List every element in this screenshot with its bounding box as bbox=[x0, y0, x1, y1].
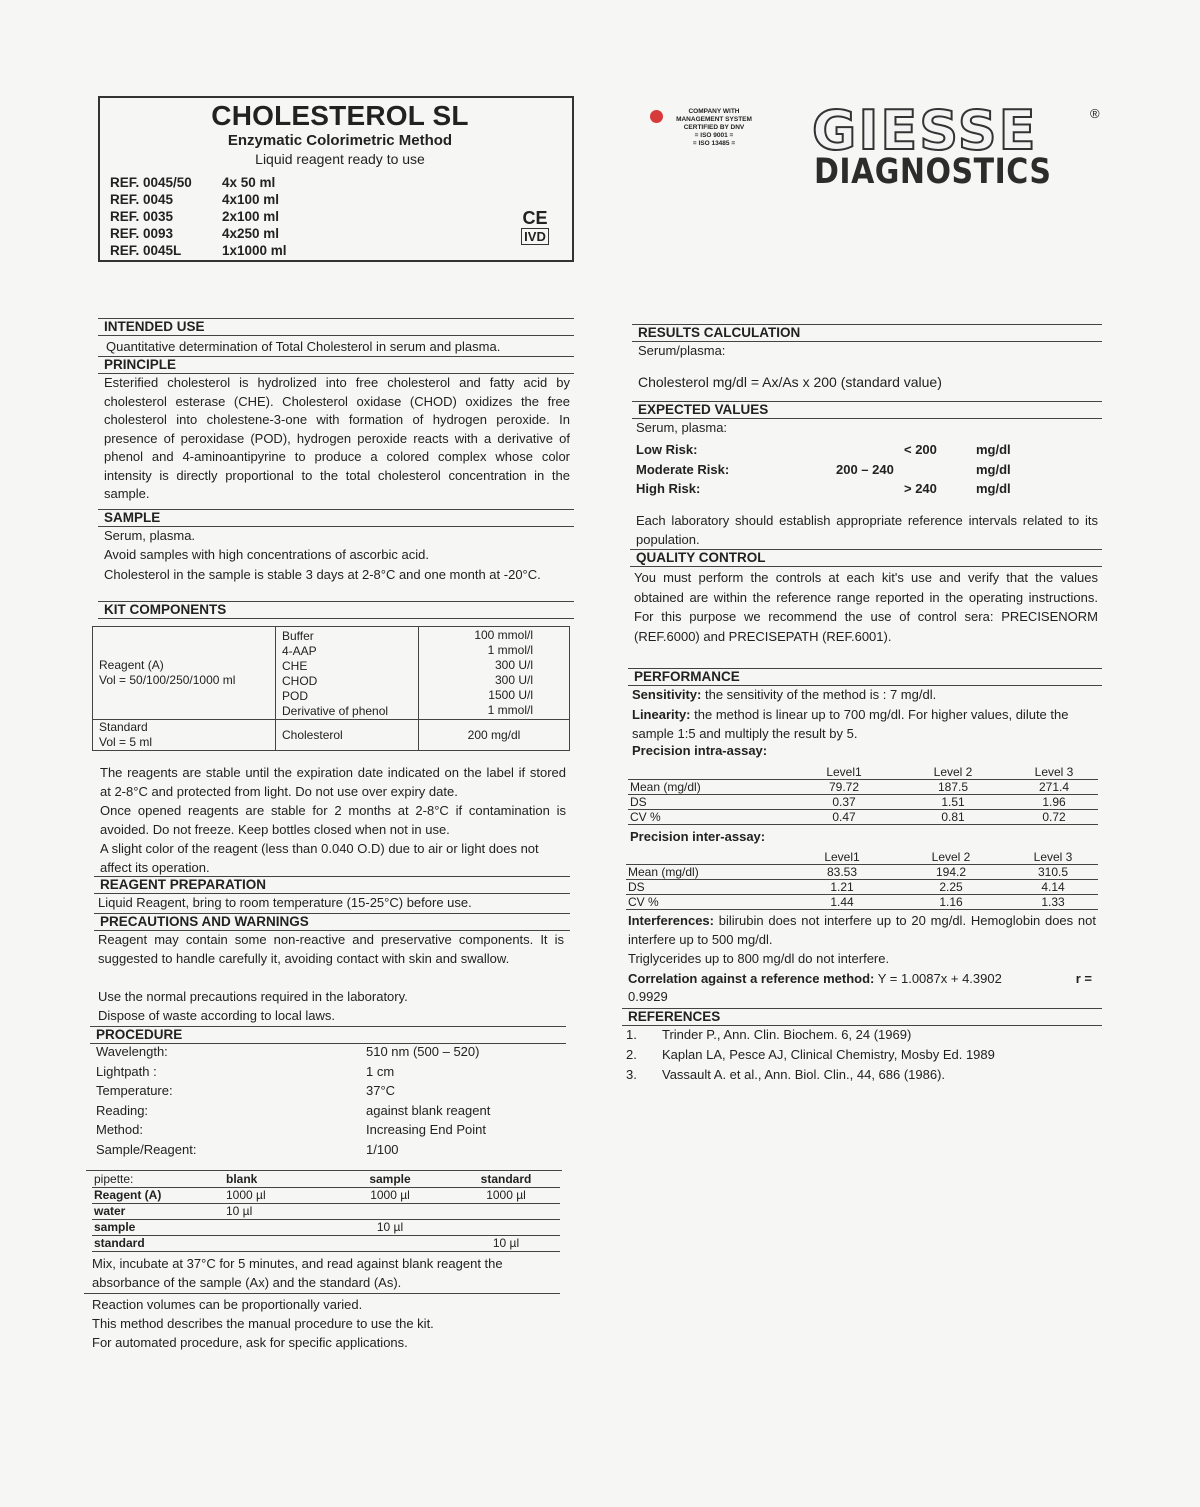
param-label: Lightpath : bbox=[96, 1063, 157, 1079]
triglycerides-text: Triglycerides up to 800 mg/dl do not interfere. bbox=[628, 951, 890, 966]
reagent-volume: Vol = 50/100/250/1000 ml bbox=[99, 673, 236, 687]
param-row bbox=[96, 1103, 536, 1123]
list-item bbox=[626, 1047, 1096, 1067]
risk-range: 200 – 240 bbox=[836, 461, 894, 477]
ref-size: 1x1000 ml bbox=[222, 243, 287, 258]
table-header: Level 2 bbox=[931, 850, 971, 864]
table-row bbox=[628, 780, 1098, 795]
precision-inter-label: Precision inter-assay: bbox=[630, 829, 766, 844]
param-label: Temperature: bbox=[96, 1083, 173, 1098]
table-cell bbox=[452, 1220, 560, 1236]
method-subtitle: Enzymatic Colorimetric Method bbox=[227, 132, 453, 149]
reagent-note: Liquid reagent ready to use bbox=[255, 151, 425, 167]
precision-intra-table bbox=[628, 765, 1098, 825]
table-cell: 194.2 bbox=[935, 865, 967, 879]
kit-components-heading: KIT COMPONENTS bbox=[98, 601, 574, 619]
table-row bbox=[93, 720, 570, 751]
title-box bbox=[98, 96, 574, 262]
table-cell: water bbox=[94, 1204, 126, 1218]
ref-size: 2x100 ml bbox=[222, 209, 280, 224]
component-name: CHE bbox=[282, 659, 308, 673]
reference-text: Kaplan LA, Pesce AJ, Clinical Chemistry, Mosby Ed. 1989 bbox=[662, 1047, 995, 1062]
risk-label: High Risk: bbox=[636, 481, 701, 496]
reference-number: 1. bbox=[626, 1027, 637, 1042]
component-name: CHOD bbox=[282, 674, 318, 688]
table-header: standard bbox=[480, 1172, 532, 1186]
table-cell: 2.25 bbox=[939, 880, 963, 894]
sample-line1: Serum, plasma. bbox=[104, 528, 196, 543]
param-value: 37°C bbox=[366, 1083, 396, 1098]
ce-mark: CE bbox=[522, 208, 548, 228]
interferences-line bbox=[628, 912, 1096, 949]
risk-unit: mg/dl bbox=[976, 442, 1011, 457]
linearity-text: the method is linear up to 700 mg/dl. For higher values, dilute the sample 1:5 and multiply the result by 5. bbox=[632, 707, 1069, 741]
table-cell: 310.5 bbox=[1037, 865, 1069, 879]
performance-heading: PERFORMANCE bbox=[628, 668, 1102, 686]
ref-code: REF. 0045L bbox=[110, 243, 182, 258]
ref-code: REF. 0045/50 bbox=[110, 175, 192, 190]
component-name: POD bbox=[282, 689, 309, 703]
correlation-label: Correlation against a reference method: bbox=[628, 971, 875, 986]
ref-size: 4x 50 ml bbox=[222, 175, 276, 190]
ref-row bbox=[110, 242, 287, 259]
risk-row bbox=[636, 462, 1096, 482]
logo-bottom-text: DIAGNOSTICS bbox=[814, 152, 1052, 193]
precautions-heading: PRECAUTIONS AND WARNINGS bbox=[94, 913, 570, 931]
table-header: sample bbox=[369, 1172, 411, 1186]
component-cell bbox=[276, 627, 419, 720]
intended-use-text: Quantitative determination of Total Cholesterol in serum and plasma. bbox=[106, 339, 501, 354]
sensitivity-text: the sensitivity of the method is : 7 mg/dl. bbox=[704, 687, 937, 702]
table-row bbox=[92, 1220, 560, 1236]
table-cell: Mean (mg/dl) bbox=[628, 865, 699, 879]
concentration-value: 300 U/l bbox=[494, 658, 533, 672]
precision-intra-label: Precision intra-assay: bbox=[632, 743, 768, 758]
concentration-cell bbox=[419, 627, 570, 720]
param-value: Increasing End Point bbox=[366, 1122, 486, 1137]
correlation-line bbox=[628, 970, 1096, 989]
concentration-value: 1 mmol/l bbox=[487, 703, 533, 717]
table-cell: 1.51 bbox=[941, 795, 965, 809]
precision-inter-table bbox=[626, 850, 1098, 910]
stability-p3: A slight color of the reagent (less than 0.040 O.D) due to air or light does not affect its operation. bbox=[100, 841, 539, 875]
procedure-note1: Reaction volumes can be proportionally varied. bbox=[92, 1297, 363, 1312]
cert-line: COMPANY WITH bbox=[688, 108, 740, 115]
procedure-note2: This method describes the manual procedure to use the kit. bbox=[92, 1316, 434, 1331]
ref-code: REF. 0093 bbox=[110, 226, 174, 241]
table-row bbox=[626, 865, 1098, 880]
table-cell: 1.33 bbox=[1041, 895, 1065, 909]
divider bbox=[86, 1170, 562, 1171]
list-item bbox=[626, 1027, 1096, 1047]
param-value: 510 nm (500 – 520) bbox=[366, 1044, 480, 1059]
interferences-text: bilirubin does not interfere up to 20 mg/dl. Hemoglobin does not interfere up to 500 mg/dl. bbox=[628, 913, 1096, 947]
pipette-table bbox=[92, 1172, 560, 1252]
table-cell: 79.72 bbox=[828, 780, 860, 794]
component-name: Derivative of phenol bbox=[282, 704, 389, 718]
table-cell: 1000 µl bbox=[226, 1188, 266, 1202]
risk-row bbox=[636, 442, 1096, 462]
table-cell: 0.37 bbox=[832, 795, 856, 809]
table-cell: Mean (mg/dl) bbox=[630, 780, 701, 794]
cert-line: = ISO 9001 = bbox=[694, 132, 734, 139]
page-title: CHOLESTEROL SL bbox=[211, 100, 469, 131]
risk-label: Low Risk: bbox=[636, 442, 698, 457]
procedure-params bbox=[96, 1044, 536, 1161]
logo-top-text: GIESSE bbox=[812, 99, 1038, 162]
reference-text: Trinder P., Ann. Clin. Biochem. 6, 24 (1969) bbox=[662, 1027, 912, 1042]
table-row bbox=[628, 765, 1098, 780]
interferences-label: Interferences: bbox=[628, 913, 714, 928]
stability-p2: Once opened reagents are stable for 2 months at 2-8°C if contamination is avoided. Do not freeze. Keep bottles closed when not in use. bbox=[100, 803, 566, 837]
param-row bbox=[96, 1122, 536, 1142]
ce-ivd-mark bbox=[512, 210, 558, 245]
table-cell bbox=[224, 1236, 328, 1252]
table-row bbox=[93, 627, 570, 720]
precautions-p2: Use the normal precautions required in the laboratory. bbox=[98, 989, 408, 1004]
table-cell: DS bbox=[630, 795, 647, 809]
table-header: Level1 bbox=[826, 765, 862, 779]
param-value: 1/100 bbox=[366, 1141, 399, 1157]
references-heading: REFERENCES bbox=[622, 1008, 1102, 1026]
table-cell: 0.72 bbox=[1042, 810, 1066, 824]
table-cell: CV % bbox=[628, 895, 659, 909]
table-header bbox=[626, 850, 790, 865]
linearity-line bbox=[632, 706, 1098, 743]
ref-size: 4x100 ml bbox=[222, 192, 280, 207]
table-cell bbox=[328, 1204, 452, 1220]
param-row bbox=[96, 1083, 536, 1103]
reference-number: 2. bbox=[626, 1047, 637, 1062]
table-row bbox=[628, 795, 1098, 810]
risk-label: Moderate Risk: bbox=[636, 461, 730, 477]
registered-mark: ® bbox=[1090, 106, 1100, 121]
table-cell: 1000 µl bbox=[370, 1188, 410, 1202]
table-header: Level 2 bbox=[933, 765, 973, 779]
sample-line2: Avoid samples with high concentrations of ascorbic acid. bbox=[104, 547, 429, 562]
table-cell: 0.47 bbox=[832, 810, 856, 824]
certification-text bbox=[664, 108, 764, 148]
risk-unit: mg/dl bbox=[976, 481, 1011, 496]
table-cell: 1000 µl bbox=[486, 1188, 526, 1202]
concentration-value: 1500 U/l bbox=[488, 688, 533, 702]
precautions-p1: Reagent may contain some non-reactive and preservative components. It is suggested to handle carefully it, avoiding contact with skin and swallow. bbox=[98, 932, 564, 966]
table-cell: 1.21 bbox=[830, 880, 854, 894]
table-header: pipette: bbox=[94, 1172, 134, 1186]
sensitivity-label: Sensitivity: bbox=[632, 687, 702, 702]
component-name: Buffer bbox=[282, 629, 314, 643]
risk-row bbox=[636, 481, 1096, 501]
reagent-prep-heading: REAGENT PREPARATION bbox=[94, 876, 570, 894]
param-row bbox=[96, 1064, 536, 1084]
reagent-label: Reagent (A) bbox=[99, 658, 164, 672]
standard-label: Standard bbox=[99, 720, 148, 734]
param-label: Reading: bbox=[96, 1102, 149, 1118]
sample-line3: Cholesterol in the sample is stable 3 days at 2-8°C and one month at -20°C. bbox=[104, 567, 541, 582]
expected-sub: Serum, plasma: bbox=[636, 420, 728, 435]
giesse-logo bbox=[812, 99, 1100, 193]
standard-concentration: 200 mg/dl bbox=[419, 720, 570, 751]
table-row bbox=[92, 1188, 560, 1204]
principle-heading: PRINCIPLE bbox=[98, 356, 574, 374]
table-row bbox=[628, 810, 1098, 825]
table-cell: standard bbox=[94, 1236, 145, 1250]
concentration-value: 300 U/l bbox=[494, 673, 533, 687]
table-cell: 1.96 bbox=[1042, 795, 1066, 809]
linearity-label: Linearity: bbox=[632, 707, 691, 722]
table-row bbox=[92, 1204, 560, 1220]
table-cell: CV % bbox=[630, 810, 661, 824]
kit-components-table bbox=[92, 626, 570, 751]
param-label: Wavelength: bbox=[96, 1044, 168, 1059]
expected-heading: EXPECTED VALUES bbox=[632, 401, 1102, 419]
table-header: blank bbox=[226, 1172, 258, 1186]
param-label: Sample/Reagent: bbox=[96, 1141, 197, 1157]
results-formula: Cholesterol mg/dl = Ax/As x 200 (standard value) bbox=[638, 374, 942, 390]
table-cell bbox=[224, 1220, 328, 1236]
table-cell: 187.5 bbox=[937, 780, 969, 794]
cert-line: MANAGEMENT SYSTEM bbox=[676, 116, 752, 123]
table-cell: DS bbox=[628, 880, 645, 894]
table-header: Level 3 bbox=[1034, 765, 1074, 779]
correlation-equation: Y = 1.0087x + 4.3902 bbox=[877, 971, 1002, 986]
table-row bbox=[626, 850, 1098, 865]
table-cell: 0.81 bbox=[941, 810, 965, 824]
param-row bbox=[96, 1044, 536, 1064]
table-header bbox=[628, 765, 792, 780]
results-sub: Serum/plasma: bbox=[638, 343, 726, 358]
ref-code: REF. 0045 bbox=[110, 192, 174, 207]
table-cell bbox=[328, 1236, 452, 1252]
results-heading: RESULTS CALCULATION bbox=[632, 324, 1102, 342]
table-cell: sample bbox=[94, 1220, 136, 1234]
sample-heading: SAMPLE bbox=[98, 509, 574, 527]
table-cell: 10 µl bbox=[492, 1236, 520, 1250]
table-header: Level1 bbox=[824, 850, 860, 864]
table-cell: Reagent (A) bbox=[94, 1188, 162, 1202]
table-row bbox=[626, 880, 1098, 895]
standard-volume: Vol = 5 ml bbox=[99, 735, 153, 749]
sensitivity-line bbox=[632, 686, 1098, 705]
qc-heading: QUALITY CONTROL bbox=[630, 549, 1102, 567]
cert-line: CERTIFIED BY DNV bbox=[683, 124, 745, 131]
ref-row bbox=[110, 225, 287, 242]
correlation-r-label: r = bbox=[1075, 971, 1092, 986]
reference-text: Vassault A. et al., Ann. Biol. Clin., 44, 686 (1986). bbox=[662, 1067, 946, 1082]
reagent-label-cell bbox=[93, 627, 276, 720]
list-item bbox=[626, 1067, 1096, 1087]
reagent-prep-text: Liquid Reagent, bring to room temperature (15-25°C) before use. bbox=[98, 895, 472, 910]
table-row bbox=[92, 1172, 560, 1188]
concentration-value: 100 mmol/l bbox=[474, 628, 533, 642]
table-cell: 10 µl bbox=[376, 1220, 404, 1234]
table-row bbox=[626, 895, 1098, 910]
risk-value: < 200 bbox=[904, 442, 937, 457]
precautions-p3: Dispose of waste according to local laws. bbox=[98, 1008, 336, 1023]
table-cell: 83.53 bbox=[826, 865, 858, 879]
param-value: 1 cm bbox=[366, 1063, 395, 1079]
ref-row bbox=[110, 191, 287, 208]
principle-text: Esterified cholesterol is hydrolized into free cholesterol and fatty acid by cholesterol esterase (CHE). Cholesterol oxidase (CHOD) oxidizes the free cholesterol into cholestene-3-one with formation of hydrogen peroxide. In presence of peroxidase (POD), hydrogen peroxide reacts with a derivative of phenol and 4-aminoantipyrine to produce a colored complex whose color intensity is directly proportional to the total cholesterol concentration in the sample. bbox=[104, 375, 570, 501]
expected-note: Each laboratory should establish appropriate reference intervals related to its population. bbox=[636, 513, 1098, 547]
divider bbox=[84, 1293, 560, 1294]
table-row bbox=[92, 1236, 560, 1252]
risk-unit: mg/dl bbox=[976, 461, 1011, 477]
table-cell: 271.4 bbox=[1038, 780, 1070, 794]
standard-component: Cholesterol bbox=[276, 720, 419, 751]
references-list bbox=[626, 1027, 1096, 1087]
ref-row bbox=[110, 174, 287, 191]
table-cell: 1.16 bbox=[939, 895, 963, 909]
ref-size: 4x250 ml bbox=[222, 226, 280, 241]
table-cell: 4.14 bbox=[1041, 880, 1065, 894]
risk-table bbox=[636, 442, 1096, 501]
standard-label-cell bbox=[93, 720, 276, 751]
certification-seal-icon bbox=[650, 110, 663, 123]
ref-list bbox=[110, 174, 287, 259]
stability-p1: The reagents are stable until the expiration date indicated on the label if stored at 2-8°C and protected from light. Do not use over expiry date. bbox=[100, 765, 566, 799]
table-cell bbox=[452, 1204, 560, 1220]
intended-use-heading: INTENDED USE bbox=[98, 318, 574, 336]
qc-text: You must perform the controls at each kit's use and verify that the values obtained are within the reference range reported in the operating instructions. For this purpose we recommend the use of control sera: PRECISENORM (REF.6000) and PRECISEPATH (REF.6001). bbox=[634, 570, 1098, 644]
table-cell: 1.44 bbox=[830, 895, 854, 909]
param-label: Method: bbox=[96, 1122, 143, 1137]
param-value: against blank reagent bbox=[366, 1102, 491, 1118]
ref-row bbox=[110, 208, 287, 225]
ivd-mark: IVD bbox=[521, 228, 549, 245]
procedure-heading: PROCEDURE bbox=[90, 1026, 566, 1044]
risk-value: > 240 bbox=[904, 481, 937, 496]
component-name: 4-AAP bbox=[282, 644, 317, 658]
table-header: Level 3 bbox=[1033, 850, 1073, 864]
table-cell: 10 µl bbox=[226, 1204, 253, 1218]
reference-number: 3. bbox=[626, 1067, 637, 1082]
param-row bbox=[96, 1142, 536, 1162]
mix-text: Mix, incubate at 37°C for 5 minutes, and read against blank reagent the absorbance of the sample (Ax) and the standard (As). bbox=[92, 1256, 503, 1290]
concentration-value: 1 mmol/l bbox=[487, 643, 533, 657]
correlation-r-value: 0.9929 bbox=[628, 989, 668, 1004]
procedure-note3: For automated procedure, ask for specific applications. bbox=[92, 1335, 408, 1350]
cert-line: = ISO 13485 = bbox=[692, 140, 736, 147]
ref-code: REF. 0035 bbox=[110, 209, 174, 224]
